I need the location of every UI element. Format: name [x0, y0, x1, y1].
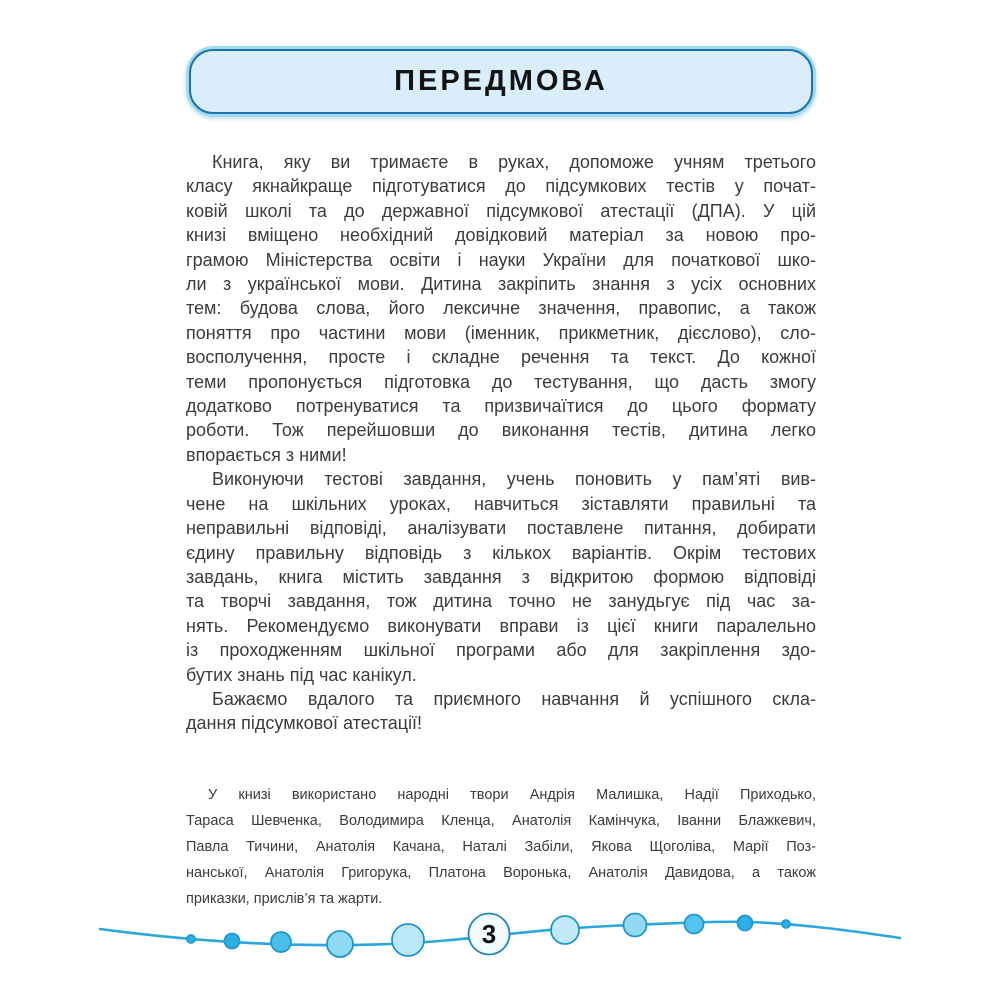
wave-dot	[624, 914, 647, 937]
text-line: дання підсумкової атестації!	[186, 713, 423, 734]
text-line: завдань, книга містить завдання з відкритою формою відповіді	[186, 566, 816, 587]
wave-dot	[685, 915, 704, 934]
text-line: книзі вміщено необхідний довідковий матеріал за новою про-	[186, 225, 816, 246]
text-line: єдину правильну відповідь з кількох варіантів. Окрім тестових	[186, 542, 816, 563]
text-line: та творчі завдання, тож дитина точно не занудьгує під час за-	[186, 591, 816, 612]
wave-dot	[327, 931, 353, 957]
wave-dot	[225, 934, 240, 949]
text-line: тем: будова слова, його лексичне значення, правопис, а також	[186, 298, 816, 319]
wave-dot	[271, 932, 291, 952]
body-text	[186, 150, 816, 736]
text-line: нять. Рекомендуємо виконувати вправи із цієї книги паралельно	[186, 615, 816, 636]
text-line: Виконуючи тестові завдання, учень поновить у пам’яті вив-	[212, 469, 816, 490]
text-line: класу якнайкраще підготуватися до підсумкових тестів у почат-	[186, 176, 816, 197]
text-line: додатково потренуватися та призвичаїтися до цього формату	[186, 396, 816, 417]
title-box	[186, 46, 816, 117]
text-line: нанської, Анатолія Григорука, Платона Воронька, Анатолія Давидова, а також	[186, 865, 816, 881]
wave-dot	[782, 920, 790, 928]
wave-dot	[738, 916, 753, 931]
text-line: восполучення, просте і складне речення та текст. До кожної	[186, 347, 816, 368]
wave-dot	[551, 916, 579, 944]
text-line: теми пропонується підготовка до тестування, що дасть змогу	[186, 371, 816, 392]
text-line: із проходженням шкільної програми або для закріплення здо-	[186, 640, 816, 661]
text-line: чене на шкільних уроках, навчиться зіставляти правильні та	[186, 493, 816, 514]
text-line: Тараса Шевченка, Володимира Кленца, Анатолія Камінчука, Іванни Блажкевич,	[186, 813, 816, 829]
text-line: ковій школі та до державної підсумкової атестації (ДПА). У цій	[186, 200, 816, 221]
text-line: ли з української мови. Дитина закріпить знання з усіх основних	[186, 274, 816, 295]
wave-dot	[392, 924, 424, 956]
text-line: У книзі використано народні твори Андрія Малишка, Надії Приходько,	[208, 787, 816, 803]
text-line: грамою Міністерства освіти і науки України для початкової шко-	[186, 249, 816, 270]
footer-wave	[0, 890, 1000, 1000]
text-line: неправильні відповіді, аналізувати поставлене питання, добирати	[186, 518, 816, 539]
page-title: ПЕРЕДМОВА	[394, 65, 608, 97]
text-line: поняття про частини мови (іменник, прикметник, дієслово), сло-	[186, 322, 816, 343]
text-line: Павла Тичини, Анатолія Качана, Наталі Забіли, Якова Щоголіва, Марії Поз-	[186, 839, 816, 855]
wave-dot	[187, 935, 195, 943]
text-line: Бажаємо вдалого та приємного навчання й успішного скла-	[212, 688, 816, 709]
text-line: роботи. Тож перейшовши до виконання тестів, дитина легко	[186, 420, 816, 441]
text-line: бутих знань під час канікул.	[186, 664, 417, 685]
page-number: 3	[481, 919, 497, 949]
title-box-inner	[189, 49, 813, 114]
text-line: впорається з ними!	[186, 444, 347, 465]
text-line: приказки, прислів’я та жарти.	[186, 891, 383, 907]
text-line: Книга, яку ви тримаєте в руках, допоможе учням третього	[212, 152, 816, 172]
